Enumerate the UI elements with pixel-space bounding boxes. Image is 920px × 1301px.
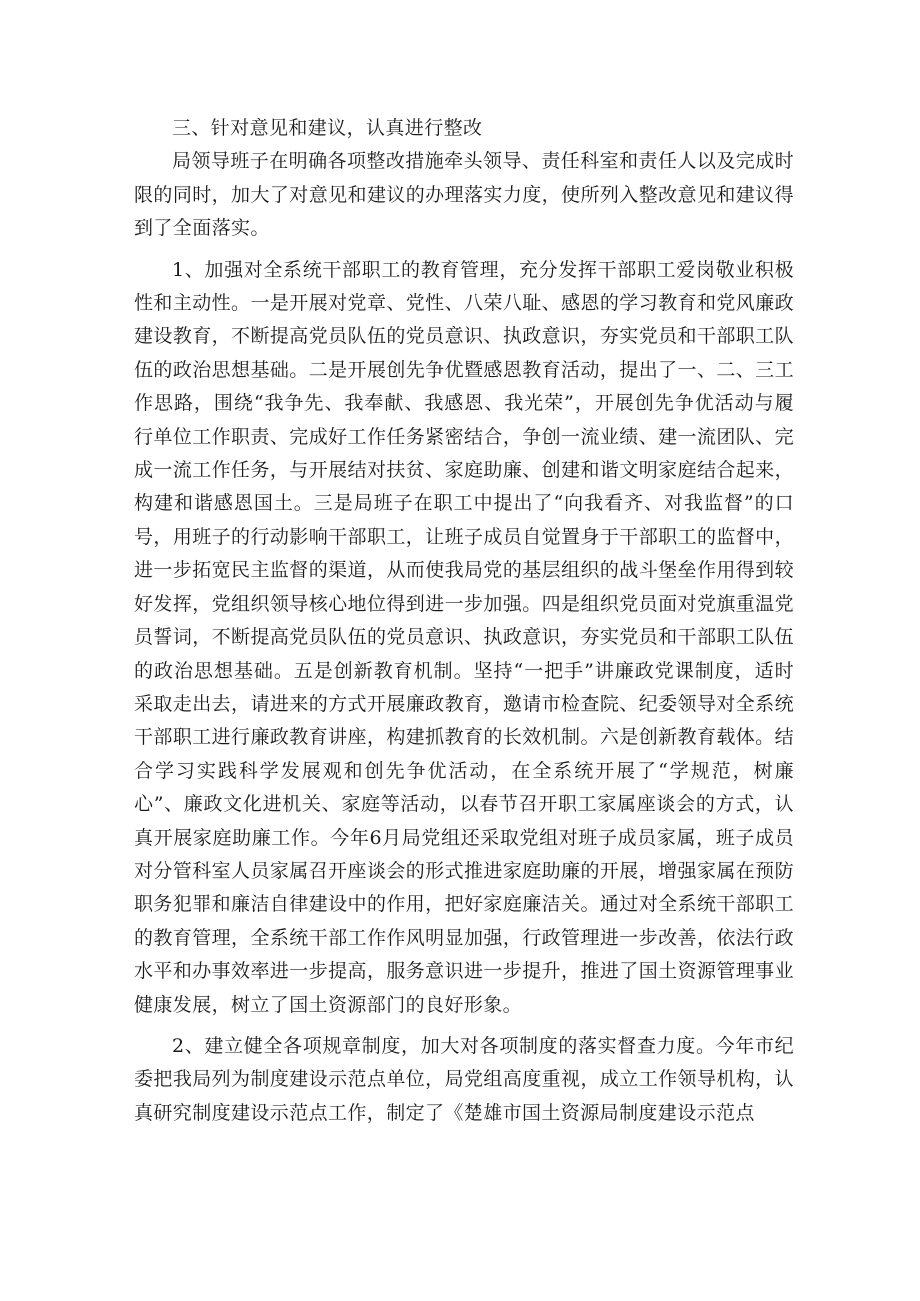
paragraph-intro: 局领导班子在明确各项整改措施牵头领导、责任科室和责任人以及完成时限的同时，加大了对意见和建议的办理落实力度，使所列入整改意见和建议得到了全面落实。 bbox=[134, 150, 794, 240]
section-heading: 三、针对意见和建议，认真进行整改 bbox=[172, 117, 483, 139]
paragraph-item-1: 1、加强对全系统干部职工的教育管理，充分发挥干部职工爱岗敬业积极性和主动性。一是开展对党章、党性、八荣八耻、感恩的学习教育和党风廉政建设教育，不断提高党员队伍的党员意识、执政意识，夯实党员和干部职工队伍的政治思想基础。二是开展创先争优暨感恩教育活动，提出了一、二、三工作思路，围绕“我争先、我奉献、我感恩、我光荣”，开展创先争优活动与履行单位工作职责、完成好工作任务紧密结合，争创一流业绩、建一流团队、完成一流工作任务，与开展结对扶贫、家庭助廉、创建和谐文明家庭结合起来，构建和谐感恩国土。三是局班子在职工中提出了“向我看齐、对我监督”的口号，用班子的行动影响干部职工，让班子成员自觉置身于干部职工的监督中，进一步拓宽民主监督的渠道，从而使我局党的基层组织的战斗堡垒作用得到较好发挥，党组织领导核心地位得到进一步加强。四是组织党员面对党旗重温党员誓词，不断提高党员队伍的党员意识、执政意识，夯实党员和干部职工队伍的政治思想基础。五是创新教育机制。坚持“一把手”讲廉政党课制度，适时采取走出去，请进来的方式开展廉政教育，邀请市检查院、纪委领导对全系统干部职工进行廉政教育讲座，构建抓教育的长效机制。六是创新教育载体。结合学习实践科学发展观和创先争优活动，在全系统开展了“学规范，树廉心”、廉政文化进机关、家庭等活动，以春节召开职工家属座谈会的方式，认真开展家庭助廉工作。今年6月局党组还采取党组对班子成员家属，班子成员对分管科室人员家属召开座谈会的形式推进家庭助廉的开展，增强家属在预防职务犯罪和廉洁自律建设中的作用，把好家庭廉洁关。通过对全系统干部职工的教育管理，全系统干部工作作风明显加强，行政管理进一步改善，依法行政水平和办事效率进一步提高，服务意识进一步提升，推进了国土资源管理事业健康发展，树立了国土资源部门的良好形象。 bbox=[134, 258, 794, 1016]
paragraph-item-2: 2、建立健全各项规章制度，加大对各项制度的落实督查力度。今年市纪委把我局列为制度建设示范点单位，局党组高度重视，成立工作领导机构，认真研究制度建设示范点工作，制定了《楚雄市国土资源局制度建设示范点 bbox=[134, 1034, 794, 1124]
document-body bbox=[134, 112, 794, 1130]
